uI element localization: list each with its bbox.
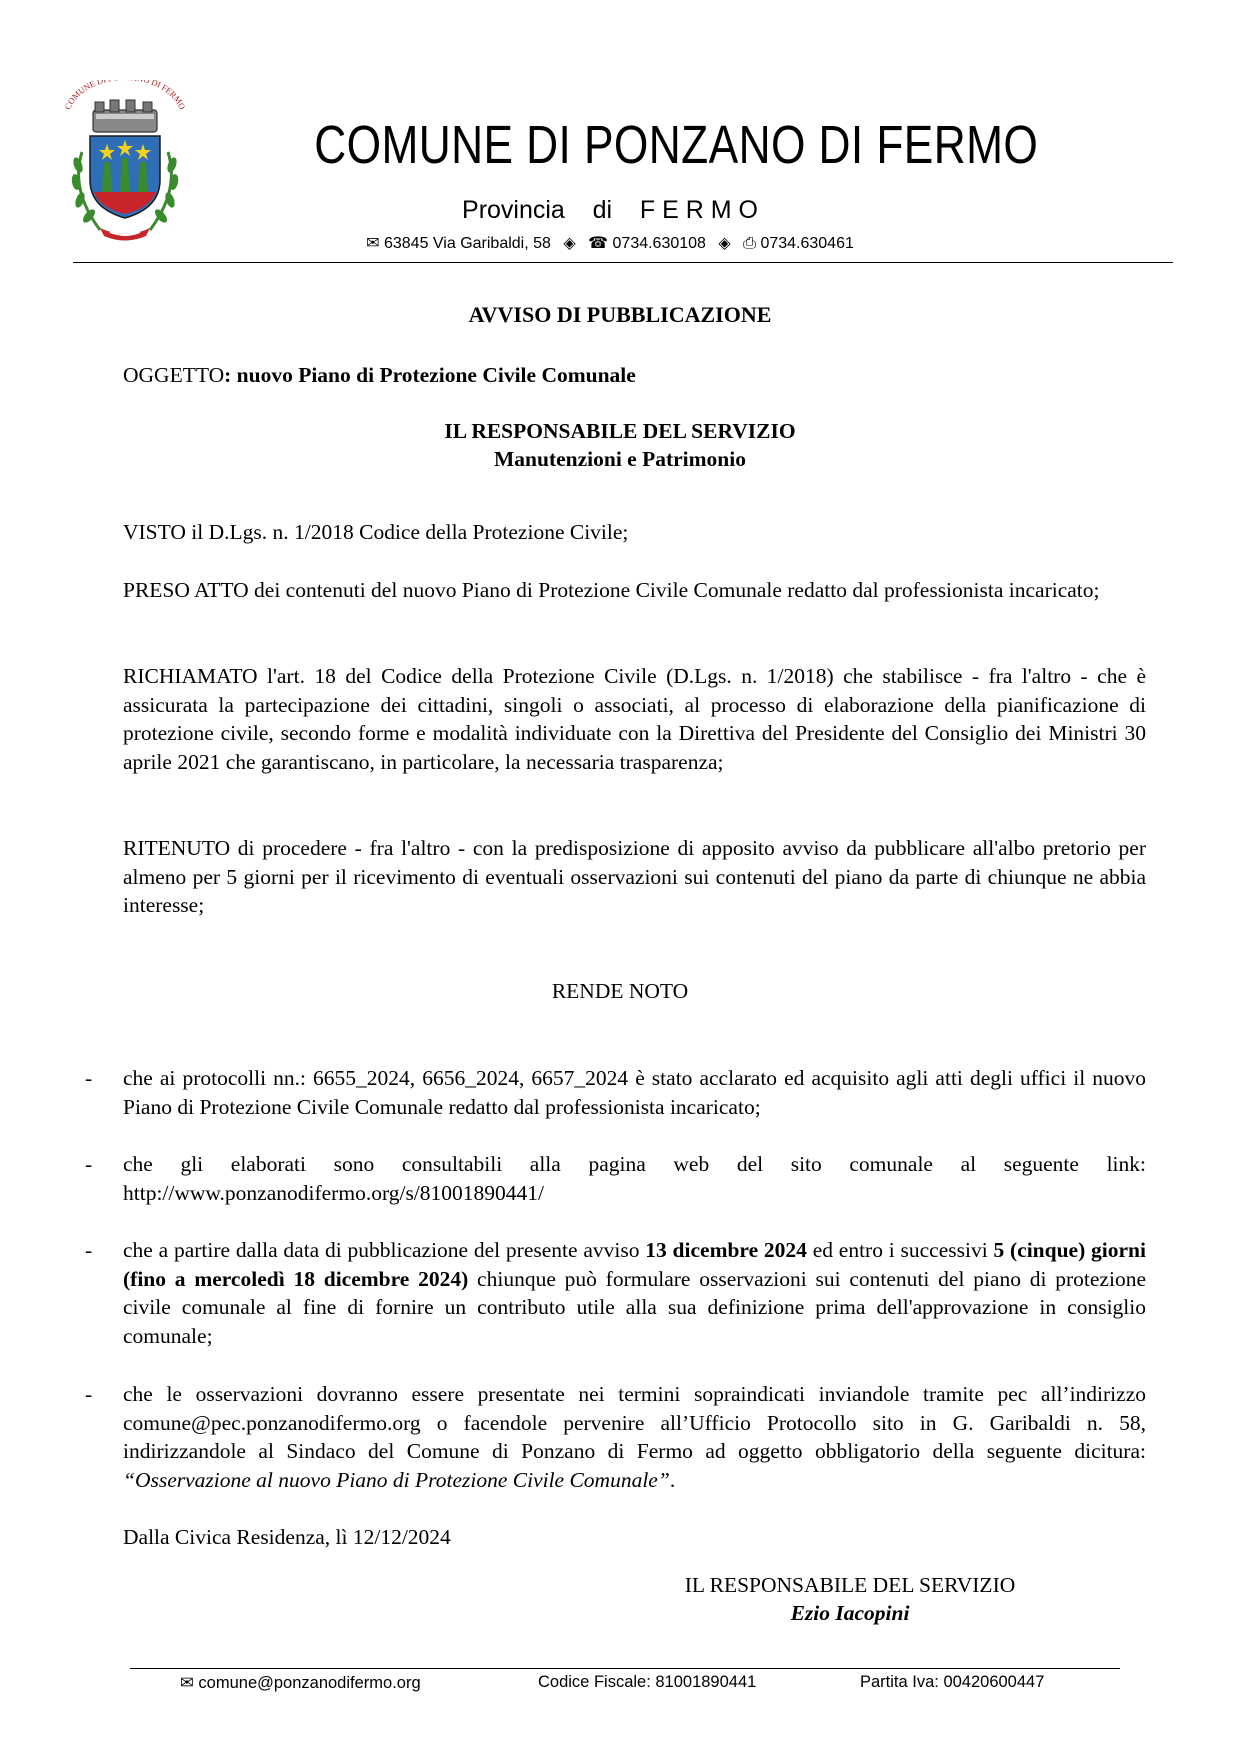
header-divider — [73, 262, 1173, 263]
bullet-deadline-text: chiunque può formulare osservazioni sui contenuti del piano di protezione civile comunale al fine di fornire un contributo utile alla sua definizione prima dell'approvazione in consiglio comunale; — [123, 1266, 1146, 1348]
email-icon: ✉ — [180, 1674, 194, 1692]
signer-title: IL RESPONSABILE DEL SERVIZIO — [684, 1573, 1016, 1597]
province-line — [300, 196, 920, 225]
visto-paragraph: VISTO il D.Lgs. n. 1/2018 Codice della Protezione Civile; — [123, 520, 629, 544]
municipality-title: COMUNE DI PONZANO DI FERMO — [314, 115, 1039, 175]
bullet-submission-text: che le osservazioni dovranno essere presentate nei termini sopraindicati inviandole tramite pec all’indirizzo comune@pec.ponzanodifermo.org o facendole pervenire all’Ufficio Protocollo sito in G. Garibaldi n. 58, indirizzandole al Sindaco del Comune di Ponzano di Fermo ad oggetto obbligatorio della seguente dicitura: — [123, 1382, 1146, 1463]
crown-icon — [93, 100, 157, 132]
notice-title: AVVISO DI PUBBLICAZIONE — [468, 302, 772, 327]
bullet-dash: - — [85, 1238, 93, 1262]
province-label: Provincia — [462, 196, 565, 224]
fax-icon: ⎙ — [743, 235, 756, 252]
footer-codice-fiscale: Codice Fiscale: 81001890441 — [538, 1673, 757, 1691]
authority-title: IL RESPONSABILE DEL SERVIZIO — [444, 419, 796, 443]
bullet-protocols: che ai protocolli nn.: 6655_2024, 6656_2024, 6657_2024 è stato acclarato ed acquisito agli atti degli uffici il nuovo Piano di Protezione Civile Comunale redatto dal professionista incaricato; — [123, 1066, 1146, 1119]
subject-text: : nuovo Piano di Protezione Civile Comunale — [224, 363, 636, 387]
bullet-deadline-text: ed entro i successivi — [806, 1238, 994, 1262]
footer-email-text: comune@ponzanodifermo.org — [198, 1674, 421, 1692]
ribbon-icon — [100, 228, 150, 241]
rende-noto-heading: RENDE NOTO — [551, 979, 689, 1003]
fax-number: 0734.630461 — [760, 235, 854, 252]
required-wording: “Osservazione al nuovo Piano di Protezione Civile Comunale” — [123, 1467, 670, 1492]
signer-name: Ezio Iacopini — [790, 1601, 910, 1625]
bullet-dash: - — [85, 1066, 93, 1090]
diamond-separator-icon: ◈ — [563, 235, 576, 252]
footer-divider — [130, 1668, 1120, 1669]
publication-date: 13 dicembre 2024 — [645, 1238, 807, 1262]
phone-number: 0734.630108 — [612, 235, 706, 252]
subject-line — [123, 361, 1146, 390]
phone-icon: ☎ — [588, 235, 609, 252]
ritenuto-paragraph: RITENUTO di procedere - fra l'altro - con la predisposizione di apposito avviso da pubblicare all'albo pretorio per almeno per 5 giorni per il ricevimento di eventuali osservazioni sui contenuti del piano da parte di chiunque ne abbia interesse; — [123, 836, 1146, 917]
diamond-separator-icon: ◈ — [718, 235, 731, 252]
municipal-crest — [60, 80, 190, 245]
bullet-deadline-text: che a partire dalla data di pubblicazione del presente avviso — [123, 1238, 646, 1262]
envelope-icon: ✉ — [366, 235, 380, 252]
bullet-deadline — [123, 1236, 1146, 1350]
richiamato-paragraph: RICHIAMATO l'art. 18 del Codice della Protezione Civile (D.Lgs. n. 1/2018) che stabilisce - fra l'altro - che è assicurata la partecipazione dei cittadini, singoli o associati, al processo di elaborazione della pianificazione di protezione civile, secondo forme e modalità individuate con la Direttiva del Presidente del Consiglio dei Ministri 30 aprile 2021 che garantiscano, in particolare, la necessaria trasparenza; — [123, 664, 1146, 774]
bullet-submission-text: . — [669, 1467, 676, 1492]
deadline-period: 5 (cinque) giorni (fino a mercoledì 18 dicembre 2024) — [123, 1238, 1146, 1291]
footer-email — [180, 1673, 421, 1693]
province-name: F E R M O — [639, 196, 758, 224]
bullet-submission — [123, 1380, 1146, 1494]
address-text: 63845 Via Garibaldi, 58 — [383, 235, 551, 252]
authority-subtitle: Manutenzioni e Patrimonio — [493, 447, 746, 471]
crest-motto: COMUNE D DI FERMO — [62, 80, 188, 112]
province-di: di — [592, 196, 613, 224]
contact-line — [300, 233, 920, 253]
bullet-weblink: che gli elaborati sono consultabili alla pagina web del sito comunale al seguente link: http://www.ponzanodifermo.org/s/81001890441/ — [123, 1152, 1146, 1205]
bullet-dash: - — [85, 1382, 93, 1406]
bullet-dash: - — [85, 1152, 93, 1176]
footer-partita-iva: Partita Iva: 00420600447 — [860, 1673, 1045, 1691]
place-date: Dalla Civica Residenza, lì 12/12/2024 — [123, 1525, 451, 1549]
subject-label: OGGETTO — [123, 363, 225, 387]
preso-atto-paragraph: PRESO ATTO dei contenuti del nuovo Piano di Protezione Civile Comunale redatto dal professionista incaricato; — [123, 578, 1100, 602]
